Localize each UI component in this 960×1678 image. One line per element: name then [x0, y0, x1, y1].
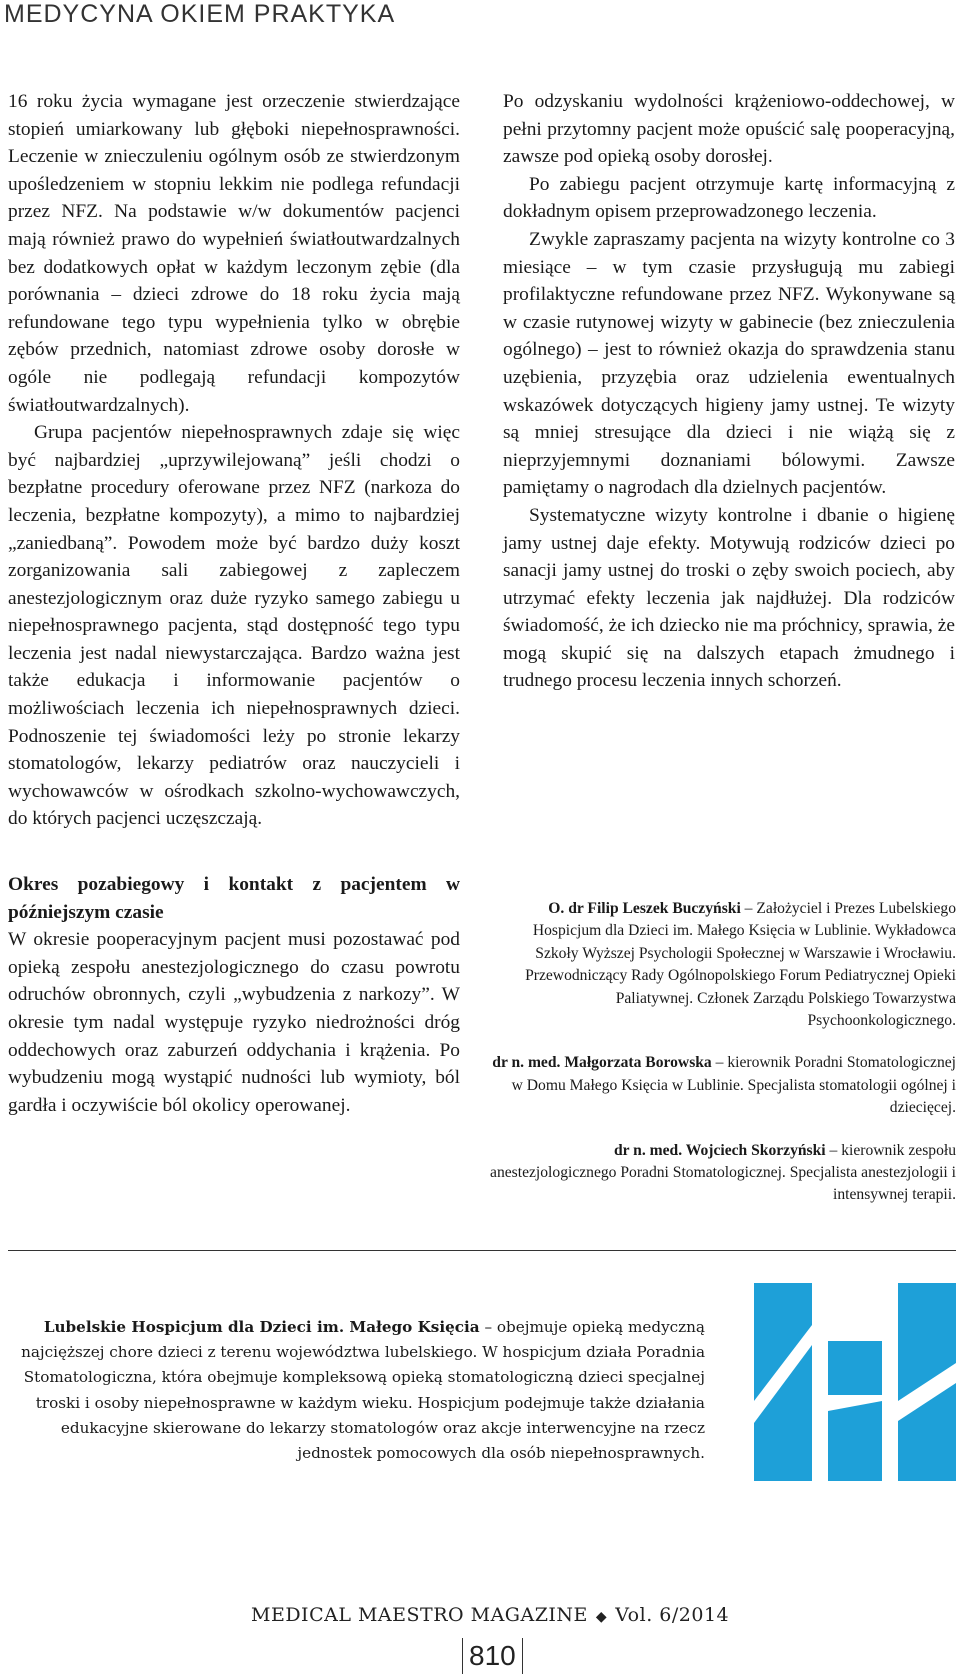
author-description: – kierownik Poradni Stomatologicznej w Domu Małego Księcia w Lublinie. Specjalista stomatologii ogólnej i dziecięcej. [511, 1054, 956, 1117]
logo-shape [898, 1383, 956, 1481]
author-bio [490, 1052, 956, 1119]
section-heading: Okres pozabiegowy i kontakt z pacjentem w późniejszym czasie [8, 874, 460, 923]
logo-shape [828, 1401, 882, 1481]
author-bio [490, 1140, 956, 1207]
author-bio [490, 898, 956, 1032]
magazine-footer [251, 1604, 729, 1626]
right-paragraph-1: Po odzyskaniu wydolności krążeniowo-oddechowej, w pełni przytomny pacjent może opuścić salę pooperacyjną, zawsze pod opieką osoby dorosłej. [503, 91, 955, 168]
logo-shape [828, 1341, 882, 1395]
right-paragraph-4: Systematyczne wizyty kontrolne i dbanie o higienę jamy ustnej daje efekty. Motywują rodziców dzieci po sanacji jamy ustnej do troski o zęby swoich pociech, aby utrzymać efekty leczenia jak najdłużej. Dla rodziców świadomość, że ich dziecko nie ma próchnicy, sprawia, że mogą skupić się na dalszych etapach żmudnego i trudnego procesu leczenia innych schorzeń. [503, 504, 955, 692]
author-bios [490, 898, 956, 1227]
hospice-info [20, 1315, 705, 1466]
right-column [503, 88, 955, 695]
right-paragraph-2: Po zabiegu pacjent otrzymuje kartę informacyjną z dokładnym opisem przeprowadzonego leczenia. [503, 173, 955, 223]
author-name: dr n. med. Wojciech Skorzyński [613, 1141, 826, 1159]
page-number: 810 [462, 1638, 523, 1674]
magazine-volume: Vol. 6/2014 [615, 1604, 730, 1626]
diamond-icon: ◆ [595, 1609, 608, 1625]
divider [8, 1250, 956, 1251]
left-paragraph-2: Grupa pacjentów niepełnosprawnych zdaje się więc być najbardziej „uprzywilejowaną” jeśli chodzi o bezpłatne procedury oferowane przez NFZ (narkoza do leczenia, bezpłatne kompozyty), a mimo to najbardziej „zaniedbaną”. Powodem może być bardzo duży koszt zorganizowania sali zabiegowej z zapleczem anestezjologicznym oraz duże ryzyko samego zabiegu u niepełnosprawnego pacjenta, stąd dostępność tego typu leczenia jest nadal niewystarczająca. Bardzo ważna jest także edukacja i informowanie pacjentów o możliwościach leczenia ich niepełnosprawnych dzieci. Podnoszenie tej świadomości leży po stronie lekarzy stomatologów, lekarzy pediatrów oraz nauczycieli i wychowawców w ośrodkach szkolno-wychowawczych, do których pacjenci uczęszczają. [8, 422, 460, 830]
author-name: O. dr Filip Leszek Buczyński [548, 900, 741, 917]
logo-shape [898, 1283, 956, 1401]
author-description: – Założyciel i Prezes Lubelskiego Hospicjum dla Dzieci im. Małego Księcia w Lublinie. Wykładowca Szkoły Wyższej Psychologii Społecznej w Warszawie i Wrocławiu. Przewodniczący Rady Ogólnopolskiego Forum Pediatrycznej Opieki Paliatywnej. Członek Zarządu Polskiego Towarzystwa Psychoonkologicznego. [525, 900, 956, 1030]
magazine-name: MEDICAL MAESTRO MAGAZINE [251, 1604, 588, 1626]
hospice-logo-icon [754, 1283, 956, 1481]
author-name: dr n. med. Małgorzata Borowska [492, 1054, 712, 1072]
hospice-description: – obejmuje opieką medyczną najcięższej chore dzieci z terenu województwa lubelskiego. W hospicjum działa Poradnia Stomatologiczna, która obejmuje kompleksową opieką stomatologiczną dzieci specjalnej troski i osoby niepełnosprawne w każdym wieku. Hospicjum podejmuje także działania edukacyjne skierowane do lekarzy stomatologów oraz akcje interwencyjne na rzecz jednostek pomocowych dla osób niepełnosprawnych. [21, 1318, 705, 1463]
left-paragraph-1: 16 roku życia wymagane jest orzeczenie stwierdzające stopień umiarkowany lub głęboki niepełnosprawności. Leczenie w znieczuleniu ogólnym osób ze stwierdzonym upośledzeniem w stopniu lekkim nie podlega refundacji przez NFZ. Na podstawie w/w dokumentów pacjenci mają również prawo do wypełnień światłoutwardzalnych bez dodatkowych opłat w każdym leczonym zębie (dla porównania – dzieci zdrowe do 18 roku życia mają refundowane tego typu wypełnienia tylko w obrębie zębów przednich, natomiast zdrowe osoby dorosłe w ogóle nie podlegają refundacji kompozytów światłoutwardzalnych). [8, 91, 460, 416]
author-description: – kierownik zespołu anestezjologicznego Poradni Stomatologicznej. Specjalista anestezjologii i intensywnej terapii. [490, 1141, 956, 1204]
hospice-name: Lubelskie Hospicjum dla Dzieci im. Małego Księcia [43, 1318, 480, 1336]
section-title: MEDYCYNA OKIEM PRAKTYKA [4, 0, 396, 28]
right-paragraph-3: Zwykle zapraszamy pacjenta na wizyty kontrolne co 3 miesiące – w tym czasie przysługują mu zabiegi profilaktyczne refundowane przez NFZ. Wykonywane są w czasie rutynowej wizyty w gabinecie (bez znieczulenia ogólnego) – jest to również okazja do sprawdzenia stanu uzębienia, przyzębia oraz udzielenia ewentualnych wskazówek dotyczących higieny jamy ustnej. Te wizyty są mniej stresujące dla dzieci i nie wiążą się z nieprzyjemnymi doznaniami bólowymi. Zawsze pamiętamy o nagrodach dla dzielnych pacjentów. [503, 228, 955, 499]
left-column [8, 88, 460, 1119]
left-paragraph-3: W okresie pooperacyjnym pacjent musi pozostawać pod opieką zespołu anestezjologicznego do czasu powrotu odruchów obronnych, czyli „wybudzenia z narkozy”. W okresie tym nadal występuje ryzyko niedrożności dróg oddechowych oraz zaburzeń oddychania i krążenia. Po wybudzeniu mogą wystąpić nudności lub wymioty, ból gardła i oczywiście ból okolicy operowanej. [8, 929, 460, 1116]
